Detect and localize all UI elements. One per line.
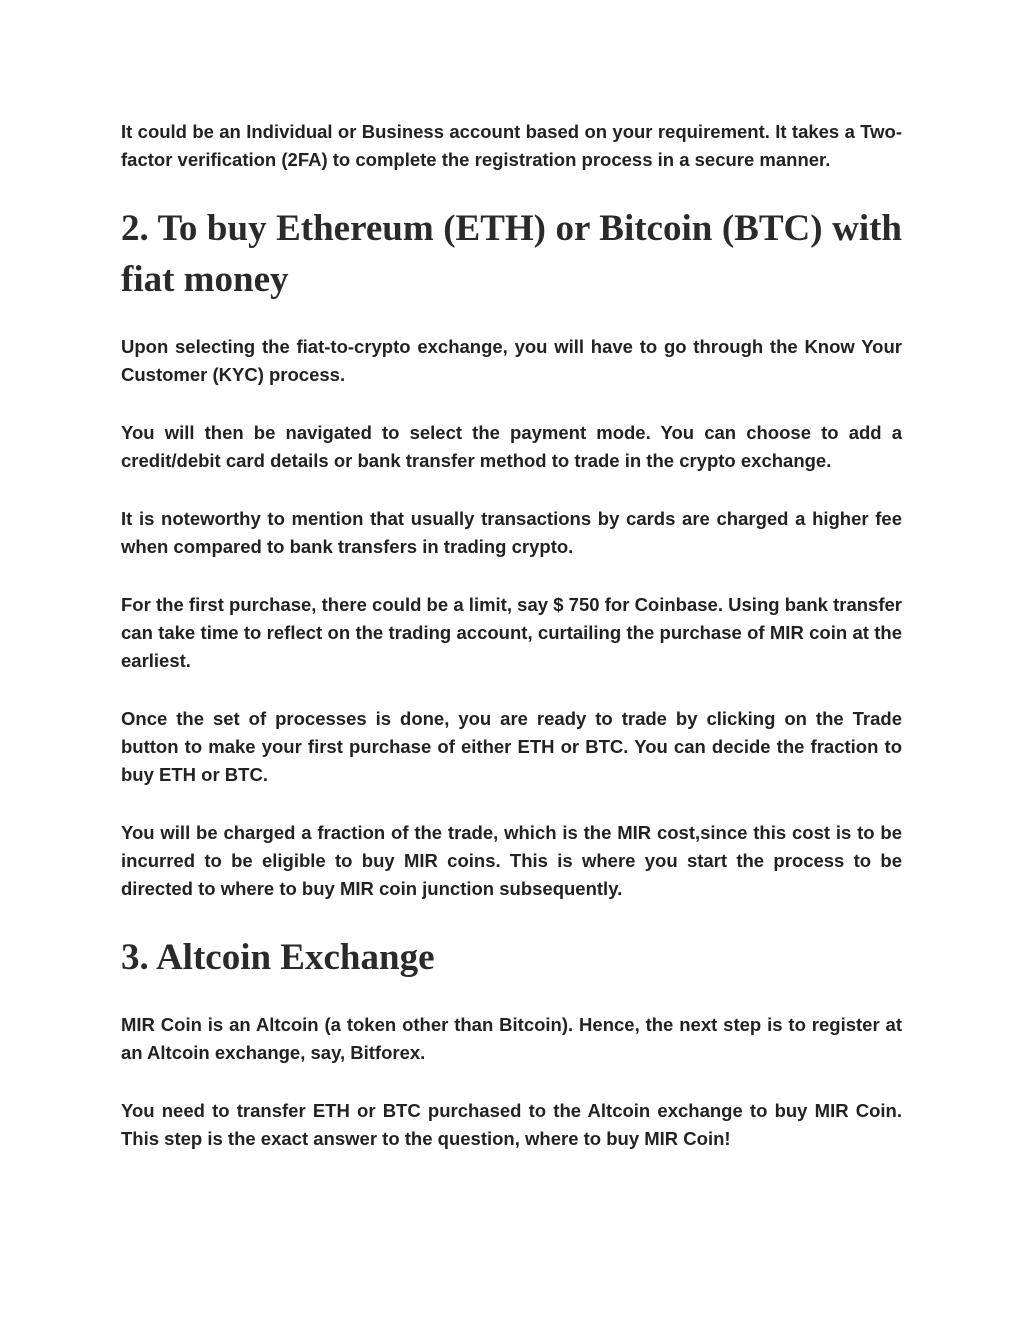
section-heading-buy-with-fiat: 2. To buy Ethereum (ETH) or Bitcoin (BTC) with fiat money bbox=[121, 208, 902, 300]
paragraph-kyc: Upon selecting the fiat-to-crypto exchange, you will have to go through the Know Your Customer (KYC) process. bbox=[121, 336, 902, 385]
document-page bbox=[121, 118, 902, 1153]
paragraph-purchase-limit: For the first purchase, there could be a limit, say $ 750 for Coinbase. Using bank transfer can take time to reflect on the trading account, curtailing the purchase of MIR coin at the earliest. bbox=[121, 594, 902, 671]
paragraph-trade-button: Once the set of processes is done, you are ready to trade by clicking on the Trade button to make your first purchase of either ETH or BTC. You can decide the fraction to buy ETH or BTC. bbox=[121, 708, 902, 785]
paragraph-card-fees: It is noteworthy to mention that usually transactions by cards are charged a higher fee when compared to bank transfers in trading crypto. bbox=[121, 508, 902, 557]
section-heading-altcoin-exchange: 3. Altcoin Exchange bbox=[121, 937, 435, 978]
intro-paragraph: It could be an Individual or Business account based on your requirement. It takes a Two-factor verification (2FA) to complete the registration process in a secure manner. bbox=[121, 121, 902, 170]
paragraph-altcoin-definition: MIR Coin is an Altcoin (a token other than Bitcoin). Hence, the next step is to register at an Altcoin exchange, say, Bitforex. bbox=[121, 1014, 902, 1063]
paragraph-transfer-to-exchange: You need to transfer ETH or BTC purchased to the Altcoin exchange to buy MIR Coin. This step is the exact answer to the question, where to buy MIR Coin! bbox=[121, 1100, 902, 1149]
paragraph-payment-mode: You will then be navigated to select the payment mode. You can choose to add a credit/debit card details or bank transfer method to trade in the crypto exchange. bbox=[121, 422, 902, 471]
paragraph-trade-fee: You will be charged a fraction of the trade, which is the MIR cost,since this cost is to be incurred to be eligible to buy MIR coins. This is where you start the process to be directed to where to buy MIR coin junction subsequently. bbox=[121, 822, 902, 899]
